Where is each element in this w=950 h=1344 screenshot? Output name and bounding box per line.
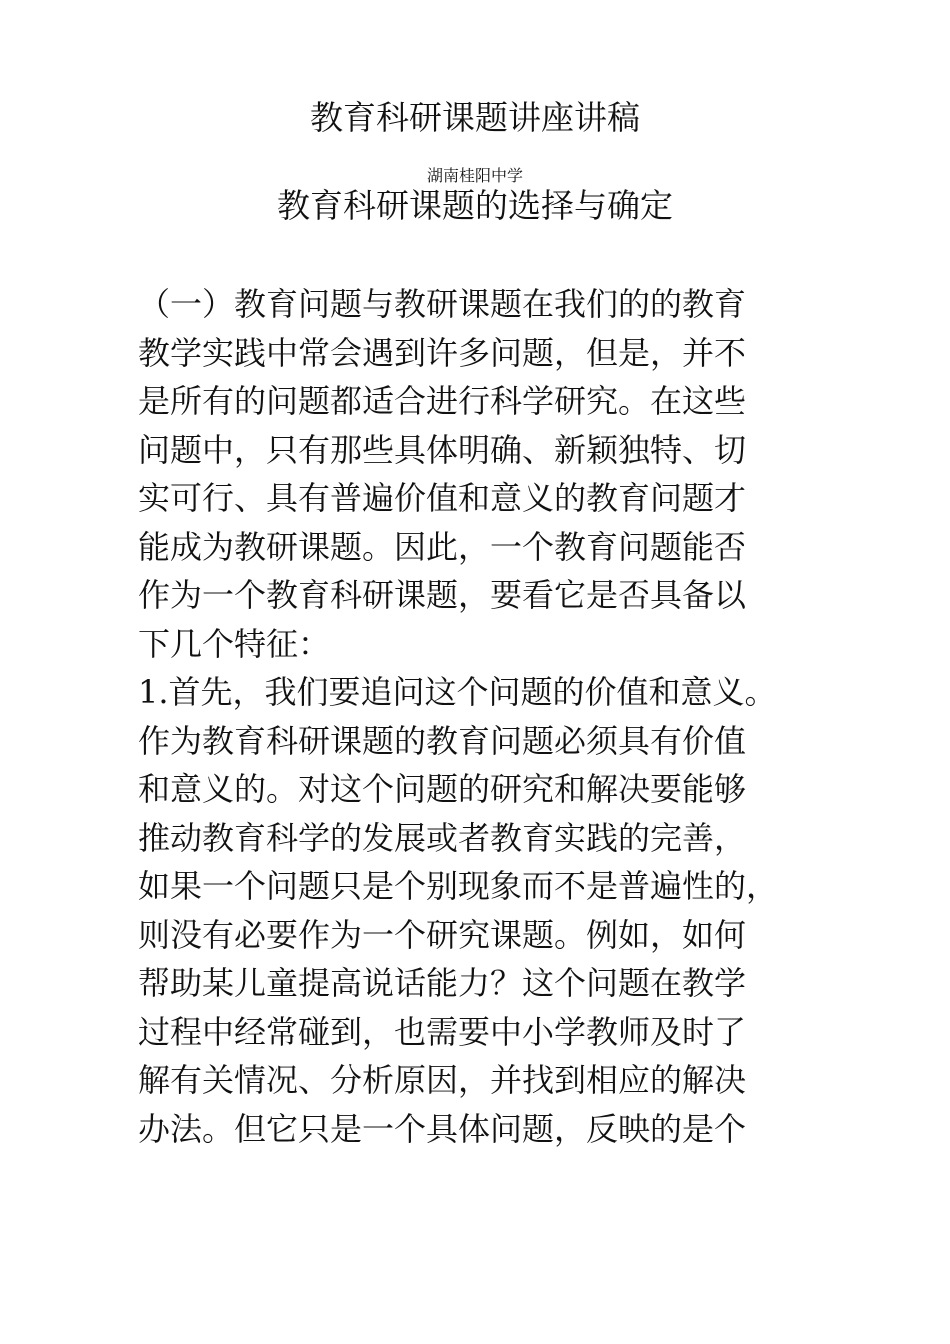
body-line: 办法。但它只是一个具体问题，反映的是个 — [138, 1109, 747, 1148]
body-line: 实可行、具有普遍价值和意义的教育问题才 — [138, 479, 747, 517]
body-line: 作为教育科研课题的教育问题必须具有价值 — [138, 721, 747, 760]
body-line: 下几个特征： — [138, 624, 331, 663]
body-line: 是所有的问题都适合进行科学研究。在这些 — [138, 382, 747, 420]
body-line: 解有关情况、分析原因，并找到相应的解决 — [138, 1061, 747, 1099]
document-subtitle: 教育科研课题的选择与确定 — [277, 186, 673, 225]
body-line: 帮助某儿童提高说话能力？这个问题在教学 — [138, 964, 747, 1002]
body-line: （一）教育问题与教研课题在我们的的教育 — [138, 285, 747, 323]
body-line: 问题中，只有那些具体明确、新颖独特、切 — [138, 430, 747, 469]
body-line: 1.首先，我们要追问这个问题的价值和意义。 — [138, 673, 777, 711]
body-line: 教学实践中常会遇到许多问题，但是，并不 — [138, 333, 747, 372]
body-line: 过程中经常碰到，也需要中小学教师及时了 — [138, 1012, 747, 1051]
body-line: 推动教育科学的发展或者教育实践的完善， — [138, 818, 747, 857]
body-line: 则没有必要作为一个研究课题。例如，如何 — [138, 915, 747, 954]
body-line: 能成为教研课题。因此，一个教育问题能否 — [138, 527, 747, 566]
body-line: 作为一个教育科研课题，要看它是否具备以 — [138, 576, 747, 614]
body-line: 和意义的。对这个问题的研究和解决要能够 — [138, 770, 747, 808]
school-name: 湖南桂阳中学 — [426, 166, 523, 185]
body-line: 如果一个问题只是个别现象而不是普遍性的， — [138, 867, 779, 905]
body-paragraphs — [138, 280, 838, 1153]
document-title: 教育科研课题讲座讲稿 — [310, 98, 640, 137]
